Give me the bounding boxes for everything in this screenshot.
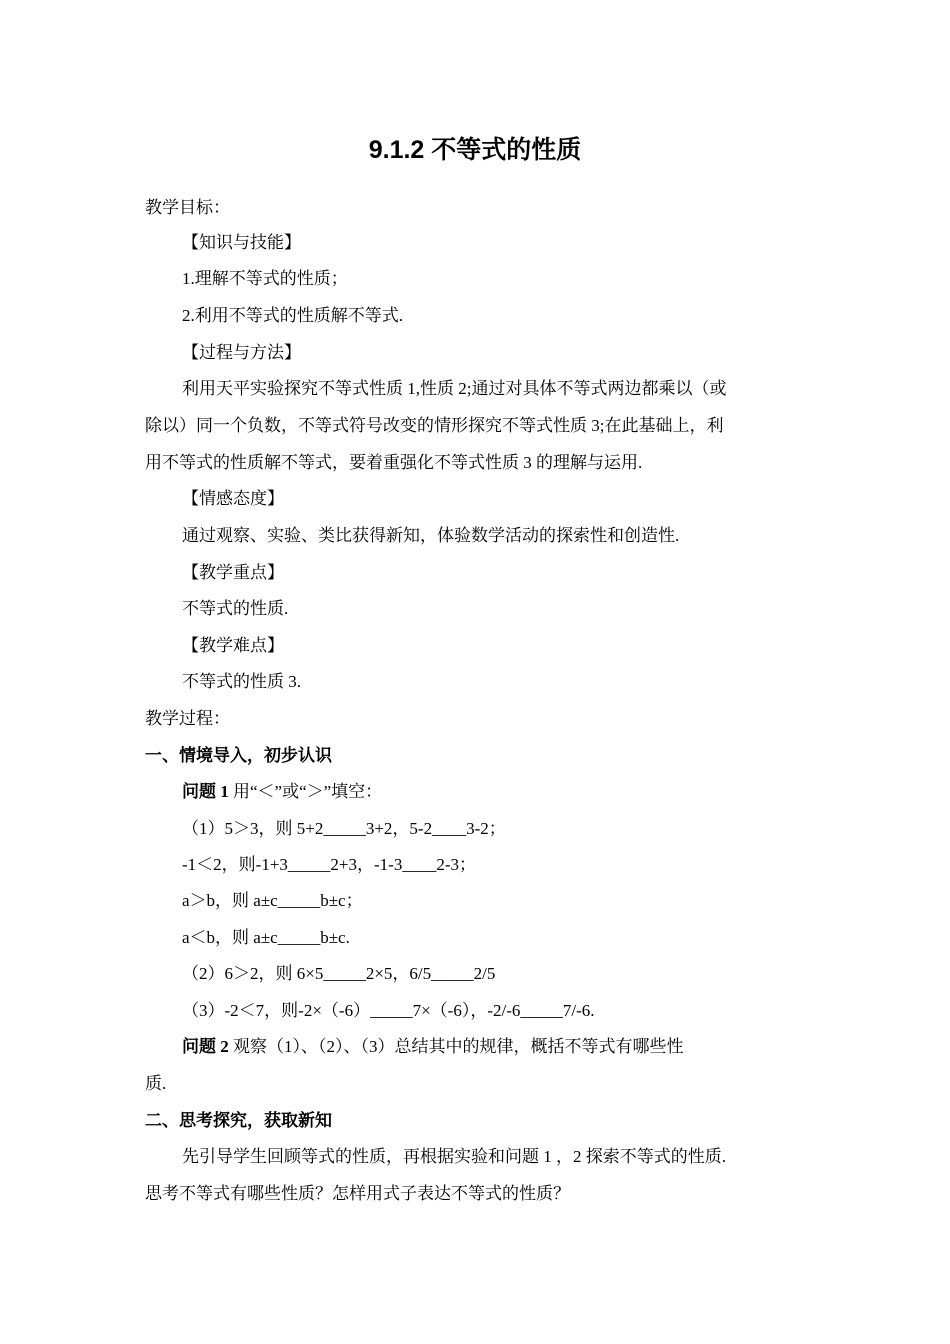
paragraph-line: 用不等式的性质解不等式，要着重强化不等式性质 3 的理解与运用. bbox=[145, 453, 643, 472]
question-1-text: 用“＜”或“＞”填空： bbox=[228, 782, 383, 801]
emotion-attitude-heading: 【情感态度】 bbox=[182, 489, 284, 508]
question-1 bbox=[182, 781, 810, 803]
paragraph-line: 先引导学生回顾等式的性质，再根据实验和问题 1 ，2 探索不等式的性质. bbox=[182, 1147, 726, 1166]
section-heading-2: 二、思考探究，获取新知 bbox=[145, 1111, 332, 1130]
question-2-label: 问题 2 bbox=[182, 1037, 229, 1056]
goal-item-1: 1.理解不等式的性质； bbox=[182, 269, 348, 288]
exercise-line: （1）5＞3，则 5+2_____3+2，5-2____3-2； bbox=[182, 819, 506, 838]
paragraph-line: 通过观察、实验、类比获得新知，体验数学活动的探索性和创造性. bbox=[182, 526, 680, 545]
teaching-goals-heading: 教学目标： bbox=[145, 198, 230, 217]
key-point-heading: 【教学重点】 bbox=[182, 563, 284, 582]
section-heading-1: 一、情境导入，初步认识 bbox=[145, 746, 332, 765]
paragraph-line: 除以）同一个负数，不等式符号改变的情形探究不等式性质 3;在此基础上，利 bbox=[145, 416, 724, 435]
paragraph-line: 不等式的性质 3. bbox=[182, 672, 301, 691]
exercise-line: a＜b，则 a±c_____b±c. bbox=[182, 928, 350, 947]
exercise-line: a＞b，则 a±c_____b±c； bbox=[182, 891, 363, 910]
exercise-line: -1＜2，则-1+3_____2+3，-1-3____2-3； bbox=[182, 855, 476, 874]
process-method-heading: 【过程与方法】 bbox=[182, 343, 301, 362]
exercise-line: （2）6＞2，则 6×5_____2×5，6/5_____2/5 bbox=[182, 964, 496, 983]
paragraph-line: 质. bbox=[145, 1074, 167, 1093]
knowledge-skills-heading: 【知识与技能】 bbox=[182, 233, 301, 252]
question-1-label: 问题 1 bbox=[182, 782, 229, 801]
question-2 bbox=[182, 1036, 810, 1058]
paragraph-line: 利用天平实验探究不等式性质 1,性质 2;通过对具体不等式两边都乘以（或 bbox=[182, 379, 727, 398]
exercise-line: （3）-2＜7，则-2×（-6）_____7×（-6），-2/-6_____7/-6. bbox=[182, 1001, 595, 1020]
question-2-text: 观察（1）、（2）、（3）总结其中的规律，概括不等式有哪些性 bbox=[228, 1037, 684, 1056]
paragraph-line: 不等式的性质. bbox=[182, 599, 289, 618]
teaching-process-heading: 教学过程： bbox=[145, 709, 230, 728]
document-title: 9.1.2 不等式的性质 bbox=[368, 136, 582, 164]
goal-item-2: 2.利用不等式的性质解不等式. bbox=[182, 306, 403, 325]
difficulty-heading: 【教学难点】 bbox=[182, 636, 284, 655]
paragraph-line: 思考不等式有哪些性质？怎样用式子表达不等式的性质？ bbox=[145, 1184, 570, 1203]
